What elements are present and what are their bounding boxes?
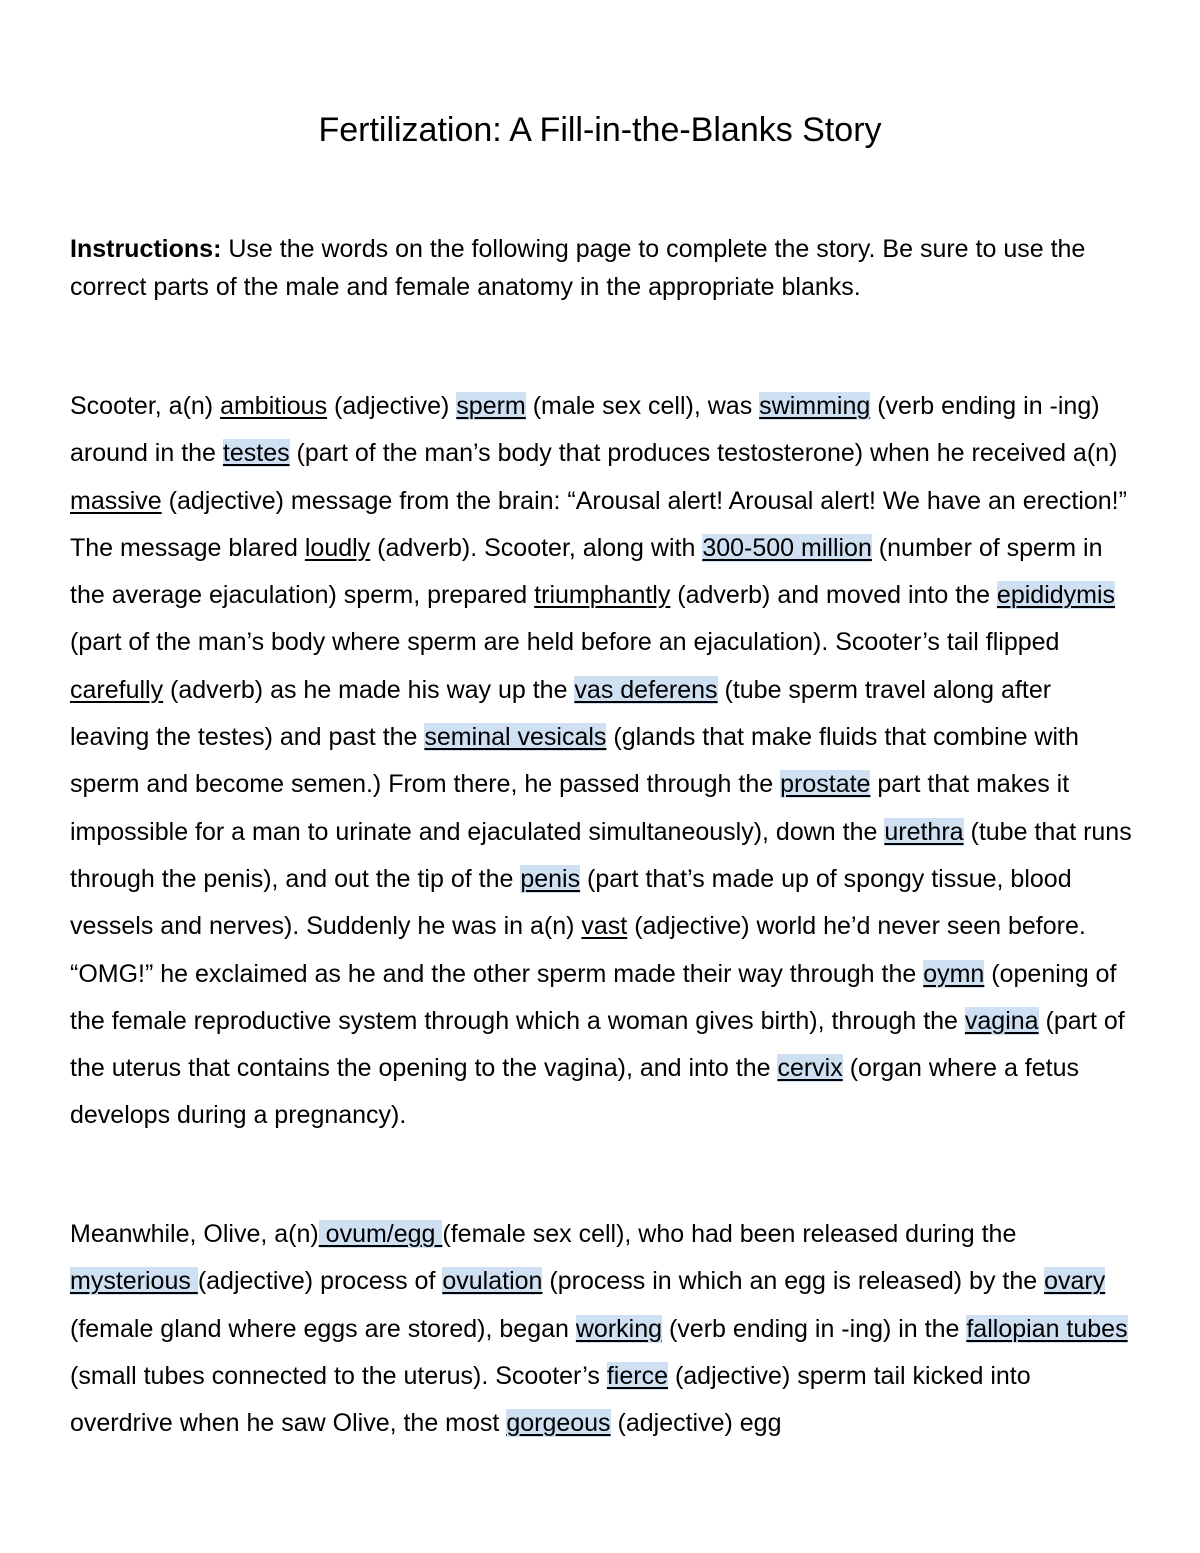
story-text: (organ where a fetus develops during a pregnancy). — [70, 1054, 1079, 1130]
story-text: (adjective) world he’d never seen before. “OMG!” he exclaimed as he and the other sperm made their way through the — [70, 912, 1086, 988]
story-paragraph-1 — [70, 383, 1132, 1140]
story-paragraph-2 — [70, 1211, 1132, 1447]
filled-blank: vas deferens — [574, 675, 718, 704]
instructions-label: Instructions: — [70, 235, 222, 263]
filled-blank: massive — [70, 486, 162, 515]
story-text: (adverb) and moved into the — [670, 581, 997, 610]
filled-blank: carefully — [70, 675, 164, 704]
filled-blank: cervix — [777, 1054, 843, 1083]
filled-blank: loudly — [304, 533, 371, 562]
story-text: part that makes it impossible for a man to urinate and ejaculated simultaneously), down the — [70, 770, 1070, 846]
story-text: (adjective) process of — [197, 1267, 443, 1296]
story-text: Scooter, a(n) — [70, 392, 221, 420]
filled-blank: urethra — [884, 817, 964, 846]
filled-blank: vast — [581, 912, 628, 941]
filled-blank: working — [575, 1314, 663, 1343]
filled-blank: prostate — [780, 770, 871, 799]
filled-blank: ovulation — [442, 1267, 543, 1296]
filled-blank: epididymis — [996, 581, 1116, 610]
page-title: Fertilization: A Fill-in-the-Blanks Story — [318, 111, 882, 149]
story-text: (number of sperm in the average ejaculation) sperm, prepared — [70, 533, 1103, 610]
story-text: (verb ending in -ing) in the — [662, 1314, 967, 1343]
filled-blank: swimming — [759, 392, 871, 420]
story-text: (process in which an egg is released) by the — [542, 1267, 1045, 1296]
story-text: (male sex cell), was — [525, 392, 760, 420]
story-text: (opening of the female reproductive system through which a woman gives birth), through the — [70, 959, 1117, 1035]
filled-blank: fallopian tubes — [966, 1314, 1128, 1343]
filled-blank: ovum/egg — [318, 1220, 443, 1248]
story-text: (adverb). Scooter, along with — [370, 533, 703, 562]
story-text: (part of the man’s body that produces testosterone) when he received a(n) — [289, 439, 1118, 468]
filled-blank: ambitious — [220, 392, 328, 420]
story-text: (adverb) as he made his way up the — [163, 675, 575, 704]
filled-blank: seminal vesicals — [424, 723, 607, 752]
story-text: Meanwhile, Olive, a(n) — [70, 1220, 319, 1248]
story-text: (female sex cell), who had been released during the — [442, 1220, 1017, 1248]
story-text: (adjective) — [327, 392, 457, 420]
story-text: (verb ending in -ing) around in the — [70, 392, 1100, 468]
filled-blank: gorgeous — [506, 1409, 611, 1438]
story-text: (part that’s made up of spongy tissue, blood vessels and nerves). Suddenly he was in a(n) — [70, 864, 1072, 941]
story-text: (part of the uterus that contains the opening to the vagina), and into the — [70, 1006, 1125, 1083]
filled-blank: fierce — [606, 1361, 668, 1390]
story-text: (adjective) message from the brain: “Arousal alert! Arousal alert! We have an erection!” The message blared — [70, 486, 1127, 562]
filled-blank: ovary — [1044, 1267, 1106, 1296]
instructions-text: Use the words on the following page to complete the story. Be sure to use the correct parts of the male and female anatomy in the appropriate blanks. — [70, 235, 1086, 301]
story-text: (tube sperm travel along after leaving the testes) and past the — [70, 675, 1052, 752]
filled-blank: oymn — [923, 959, 985, 988]
filled-blank: vagina — [964, 1006, 1039, 1035]
instructions-paragraph — [70, 230, 1130, 306]
story-text: (adjective) egg — [610, 1409, 782, 1438]
filled-blank: testes — [222, 439, 290, 468]
filled-blank: mysterious — [70, 1267, 198, 1296]
story-text: (adjective) sperm tail kicked into overdrive when he saw Olive, the most — [70, 1361, 1031, 1438]
story-text: (female gland where eggs are stored), began — [70, 1314, 576, 1343]
story-text: (small tubes connected to the uterus). Scooter’s — [70, 1361, 607, 1390]
filled-blank: 300-500 million — [702, 533, 872, 562]
story-text: (tube that runs through the penis), and out the tip of the — [70, 817, 1132, 893]
filled-blank: penis — [520, 864, 581, 893]
story-text: (glands that make fluids that combine with sperm and become semen.) From there, he passed through the — [70, 723, 1079, 799]
filled-blank: sperm — [456, 392, 526, 420]
filled-blank: triumphantly — [534, 581, 671, 610]
story-text: (part of the man’s body where sperm are held before an ejaculation). Scooter’s tail flipped — [70, 628, 1060, 657]
